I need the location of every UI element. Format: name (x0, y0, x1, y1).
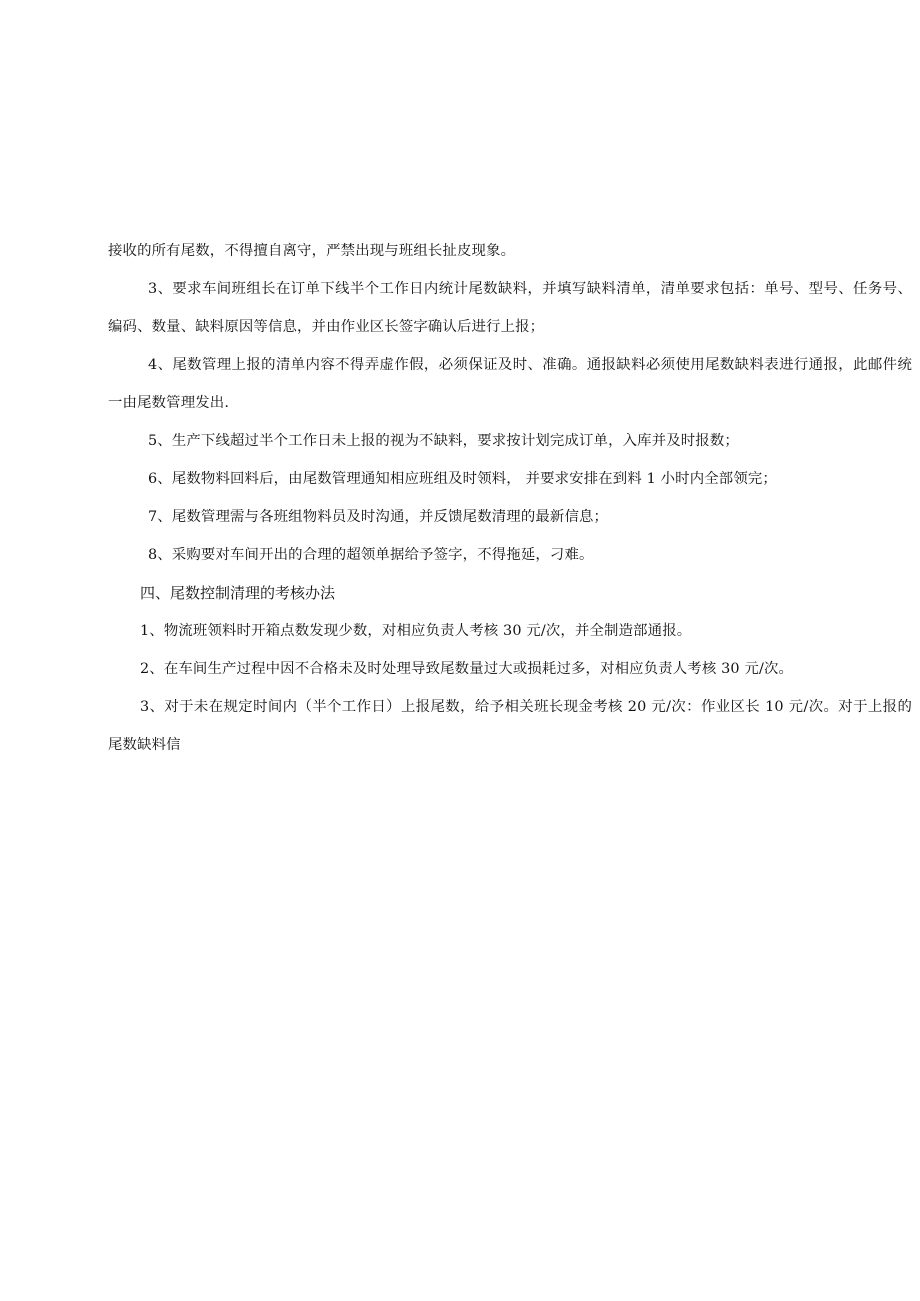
paragraph-item-8: 8、采购要对车间开出的合理的超领单据给予签字，不得拖延，刁难。 (148, 547, 594, 563)
assessment-item-1: 1、物流班领料时开箱点数发现少数，对相应负责人考核 30 元/次，并全制造部通报。 (140, 623, 692, 639)
section-heading: 四、尾数控制清理的考核办法 (140, 584, 336, 602)
document-body (108, 232, 912, 764)
paragraph-item-5: 5、生产下线超过半个工作日未上报的视为不缺料，要求按计划完成订单，入库并及时报数； (148, 433, 739, 449)
paragraph-item-3: 3、要求车间班组长在订单下线半个工作日内统计尾数缺料，并填写缺料清单，清单要求包括：单号、型号、任务号、编码、数量、缺料原因等信息，并由作业区长签字确认后进行上报； (108, 281, 912, 335)
assessment-item-2: 2、在车间生产过程中因不合格未及时处理导致尾数量过大或损耗过多，对相应负责人考核 30 元/次。 (140, 661, 794, 677)
assessment-item-3: 3、对于未在规定时间内（半个工作日）上报尾数，给予相关班长现金考核 20 元/次：作业区长 10 元/次。对于上报的尾数缺料信 (108, 699, 912, 753)
paragraph-item-4: 4、尾数管理上报的清单内容不得弄虚作假，必须保证及时、准确。通报缺料必须使用尾数缺料表进行通报，此邮件统一由尾数管理发出. (108, 357, 912, 411)
paragraph-item-7: 7、尾数管理需与各班组物料员及时沟通，并反馈尾数清理的最新信息； (148, 509, 609, 525)
paragraph-item-6: 6、尾数物料回料后，由尾数管理通知相应班组及时领料， 并要求安排在到料 1 小时内全部领完； (148, 471, 777, 487)
paragraph-continuation: 接收的所有尾数，不得擅自离守，严禁出现与班组长扯皮现象。 (108, 243, 516, 259)
